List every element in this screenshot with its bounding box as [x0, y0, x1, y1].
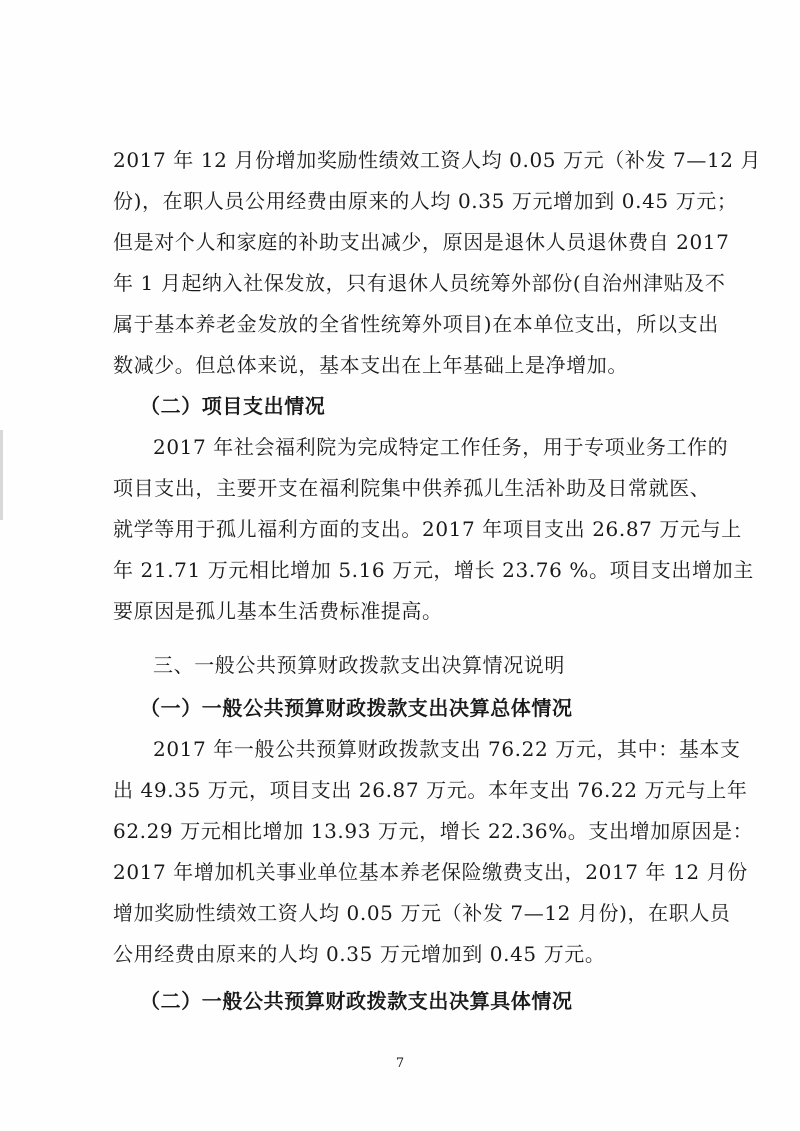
paragraph-line: 要原因是孤儿基本生活费标准提高。 [113, 599, 443, 623]
page-number: 7 [395, 1056, 405, 1071]
paragraph-line: 2017 年增加机关事业单位基本养老保险缴费支出，2017 年 12 月份 [113, 860, 748, 884]
subheading-detailed-situation: （二）一般公共预算财政拨款支出决算具体情况 [140, 989, 573, 1013]
paragraph-line: 数减少。但总体来说，基本支出在上年基础上是净增加。 [113, 353, 628, 377]
paragraph-line: 2017 年社会福利院为完成特定工作任务，用于专项业务工作的 [153, 435, 729, 459]
subheading-overall-situation: （一）一般公共预算财政拨款支出决算总体情况 [140, 696, 573, 720]
paragraph-line: 出 49.35 万元，项目支出 26.87 万元。本年支出 76.22 万元与上年 [113, 778, 748, 802]
paragraph-line: 2017 年 12 月份增加奖励性绩效工资人均 0.05 万元（补发 7—12 月 [113, 148, 762, 172]
paragraph-line: 年 1 月起纳入社保发放，只有退休人员统筹外部份(自治州津贴及不 [113, 271, 726, 295]
paragraph-line: 2017 年一般公共预算财政拨款支出 76.22 万元，其中：基本支 [153, 737, 741, 761]
paragraph-line: 增加奖励性绩效工资人均 0.05 万元（补发 7—12 月份)，在职人员 [113, 901, 731, 925]
paragraph-line: 年 21.71 万元相比增加 5.16 万元，增长 23.76 %。项目支出增加主 [113, 558, 754, 582]
paragraph-line: 项目支出，主要开支在福利院集中供养孤儿生活补助及日常就医、 [113, 476, 711, 500]
paragraph-line: 属于基本养老金发放的全省性统筹外项目)在本单位支出，所以支出 [113, 312, 719, 336]
paragraph-line: 62.29 万元相比增加 13.93 万元，增长 22.36%。支出增加原因是： [113, 819, 754, 843]
section-heading-general-budget: 三、一般公共预算财政拨款支出决算情况说明 [153, 653, 565, 677]
paragraph-line: 就学等用于孤儿福利方面的支出。2017 年项目支出 26.87 万元与上 [113, 517, 742, 541]
paragraph-line: 但是对个人和家庭的补助支出减少，原因是退休人员退休费自 2017 [113, 230, 730, 254]
paragraph-line: 公用经费由原来的人均 0.35 万元增加到 0.45 万元。 [113, 942, 606, 966]
scan-edge-mark [0, 430, 3, 520]
section-heading-project-expenditure: （二）项目支出情况 [140, 394, 326, 418]
paragraph-line: 份)，在职人员公用经费由原来的人均 0.35 万元增加到 0.45 万元； [113, 189, 738, 213]
